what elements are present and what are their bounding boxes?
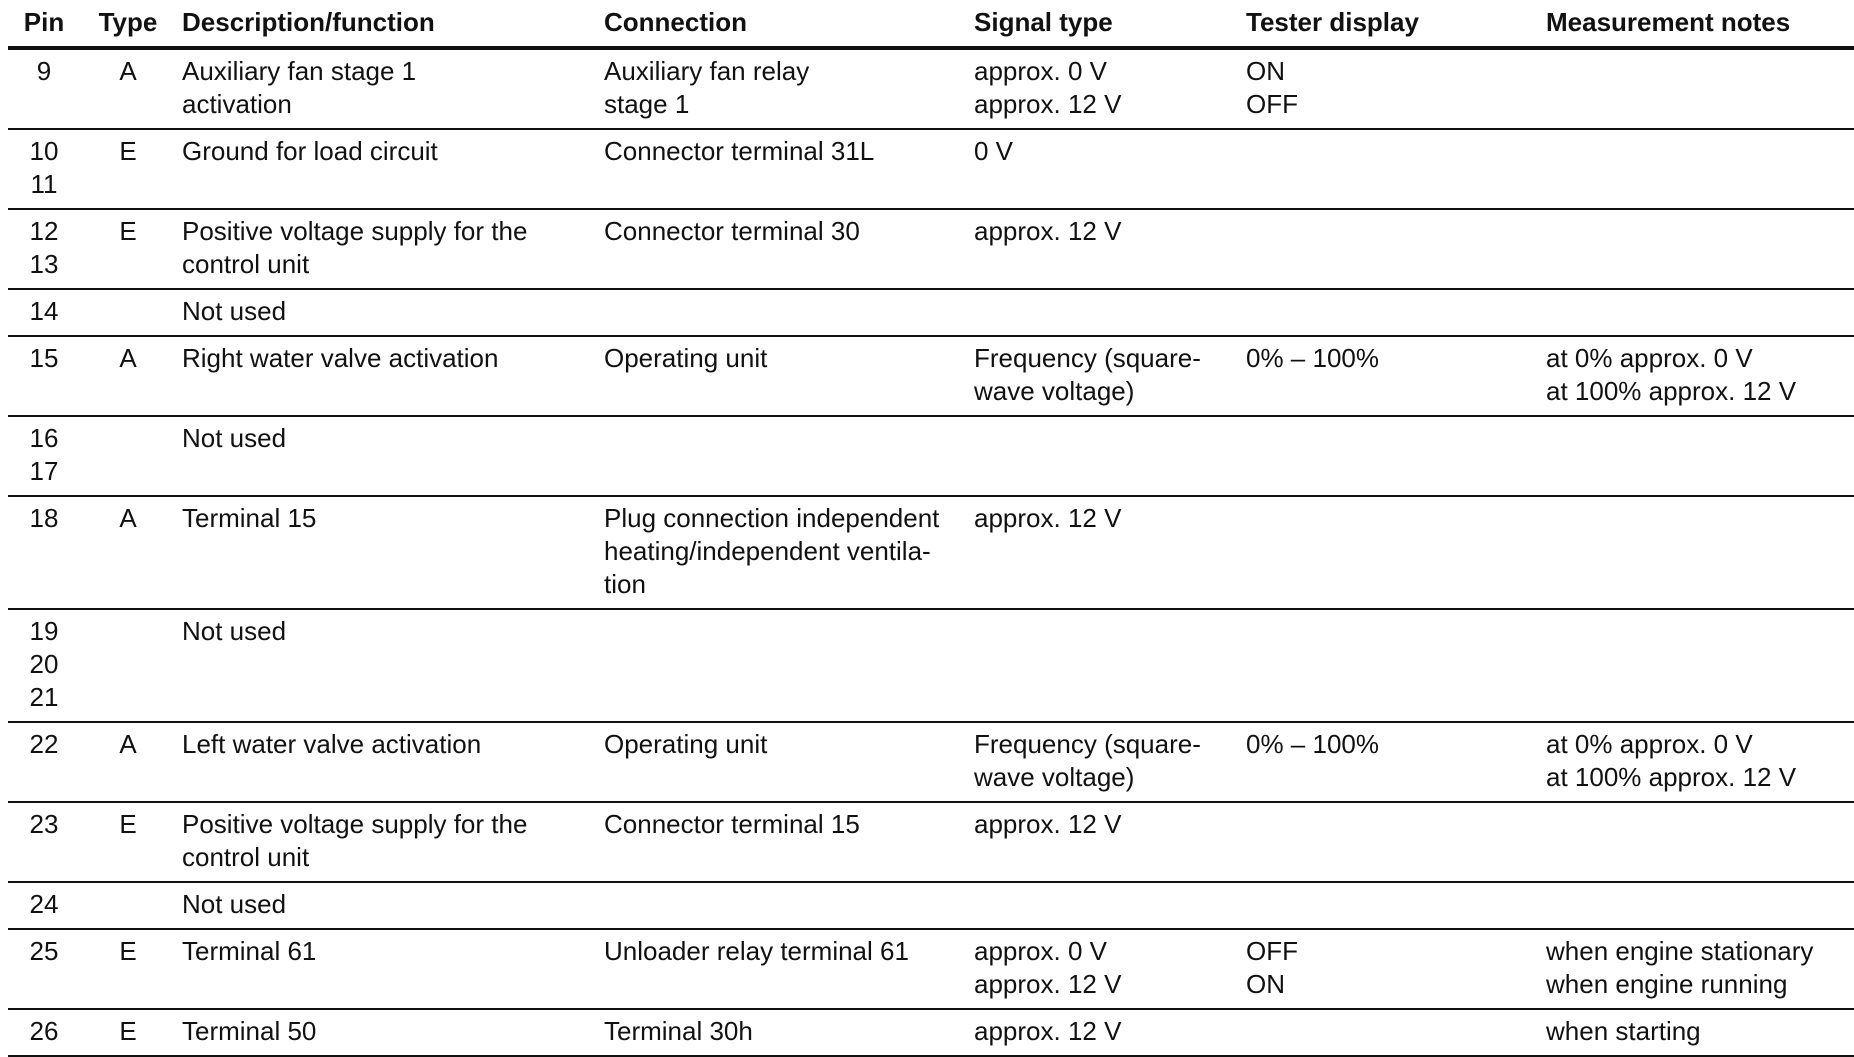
description-cell: [176, 48, 598, 129]
type-cell: E: [80, 802, 176, 882]
signal-type-cell-line: approx. 12 V: [974, 89, 1122, 119]
measurement-notes-cell-line: at 100% approx. 12 V: [1546, 376, 1797, 406]
pin-cell-line: 14: [29, 296, 59, 326]
tester-display-cell: [1240, 802, 1540, 882]
connection-cell: [598, 882, 968, 929]
pin-cell: [8, 496, 80, 609]
pin-cell: [8, 209, 80, 289]
tester-display-cell: [1240, 129, 1540, 209]
pin-cell: [8, 129, 80, 209]
description-cell: [176, 496, 598, 609]
pin-cell: [8, 289, 80, 336]
measurement-notes-cell-line: at 0% approx. 0 V: [1546, 343, 1753, 373]
signal-type-cell-line: approx. 12 V: [974, 969, 1122, 999]
description-cell: [176, 722, 598, 802]
connection-cell-line: Connector terminal 31L: [604, 136, 875, 166]
pin-cell-line: 11: [30, 169, 58, 199]
signal-type-cell-line: approx. 12 V: [974, 503, 1122, 533]
measurement-notes-cell: [1540, 929, 1854, 1009]
header-signal-type: Signal type: [968, 0, 1240, 48]
pin-cell-line: 13: [29, 249, 59, 279]
header-type: Type: [80, 0, 176, 48]
pin-cell-line: 24: [29, 889, 59, 919]
tester-display-cell: [1240, 1009, 1540, 1056]
signal-type-cell-line: approx. 0 V: [974, 936, 1107, 966]
type-cell: E: [80, 209, 176, 289]
table-row: [8, 1009, 1854, 1056]
connection-cell-line: Connector terminal 15: [604, 809, 860, 839]
signal-type-cell: [968, 336, 1240, 416]
type-cell: E: [80, 129, 176, 209]
connection-cell-line: stage 1: [604, 89, 690, 119]
pin-cell: [8, 929, 80, 1009]
tester-display-cell-line: ON: [1246, 969, 1285, 999]
tester-display-cell-line: OFF: [1246, 89, 1298, 119]
table-header-row: [8, 0, 1854, 48]
description-cell-line: activation: [182, 89, 292, 119]
measurement-notes-cell: [1540, 882, 1854, 929]
measurement-notes-cell: [1540, 48, 1854, 129]
pin-cell: [8, 1009, 80, 1056]
description-cell: [176, 609, 598, 722]
signal-type-cell-line: approx. 12 V: [974, 809, 1122, 839]
signal-type-cell: [968, 289, 1240, 336]
measurement-notes-cell-line: at 0% approx. 0 V: [1546, 729, 1753, 759]
description-cell: [176, 882, 598, 929]
signal-type-cell-line: approx. 12 V: [974, 1016, 1122, 1046]
table-row: [8, 48, 1854, 129]
connection-cell-line: Terminal 30h: [604, 1016, 753, 1046]
measurement-notes-cell: [1540, 802, 1854, 882]
table-row: [8, 209, 1854, 289]
description-cell: [176, 1009, 598, 1056]
tester-display-cell: [1240, 882, 1540, 929]
pin-cell-line: 26: [29, 1016, 59, 1046]
signal-type-cell: [968, 802, 1240, 882]
description-cell-line: Positive voltage supply for the: [182, 809, 528, 839]
measurement-notes-cell-line: when starting: [1546, 1016, 1701, 1046]
tester-display-cell: [1240, 416, 1540, 496]
type-cell: [80, 289, 176, 336]
pin-assignment-document: [8, 0, 1854, 1057]
connection-cell-line: Connector terminal 30: [604, 216, 860, 246]
type-cell: E: [80, 929, 176, 1009]
signal-type-cell: [968, 48, 1240, 129]
connection-cell: [598, 929, 968, 1009]
description-cell-line: Right water valve activation: [182, 343, 499, 373]
signal-type-cell: [968, 416, 1240, 496]
header-tester-display: Tester display: [1240, 0, 1540, 48]
description-cell: [176, 929, 598, 1009]
description-cell-line: Not used: [182, 423, 287, 453]
description-cell-line: control unit: [182, 249, 310, 279]
table-row: [8, 129, 1854, 209]
signal-type-cell: [968, 609, 1240, 722]
description-cell-line: Not used: [182, 616, 287, 646]
signal-type-cell: [968, 882, 1240, 929]
table-row: [8, 289, 1854, 336]
tester-display-cell: [1240, 209, 1540, 289]
description-cell-line: Terminal 50: [182, 1016, 317, 1046]
description-cell: [176, 416, 598, 496]
pin-cell-line: 25: [29, 936, 59, 966]
pin-cell: [8, 802, 80, 882]
connection-cell-line: heating/independent ventila-: [604, 536, 931, 566]
table-row: [8, 929, 1854, 1009]
description-cell-line: Auxiliary fan stage 1: [182, 56, 417, 86]
connection-cell-line: Operating unit: [604, 343, 768, 373]
measurement-notes-cell: [1540, 496, 1854, 609]
connection-cell: [598, 496, 968, 609]
tester-display-cell: [1240, 289, 1540, 336]
pin-assignment-table: [8, 0, 1854, 1057]
header-description: Description/function: [176, 0, 598, 48]
measurement-notes-cell: [1540, 416, 1854, 496]
pin-cell-line: 9: [36, 56, 52, 86]
signal-type-cell: [968, 209, 1240, 289]
description-cell: [176, 209, 598, 289]
tester-display-cell-line: 0% – 100%: [1246, 729, 1379, 759]
measurement-notes-cell-line: when engine stationary: [1546, 936, 1814, 966]
description-cell: [176, 129, 598, 209]
connection-cell: [598, 48, 968, 129]
connection-cell: [598, 289, 968, 336]
measurement-notes-cell: [1540, 209, 1854, 289]
signal-type-cell: [968, 496, 1240, 609]
tester-display-cell: [1240, 496, 1540, 609]
type-cell: [80, 609, 176, 722]
description-cell-line: Not used: [182, 296, 287, 326]
pin-cell: [8, 416, 80, 496]
description-cell-line: Left water valve activation: [182, 729, 482, 759]
connection-cell-line: tion: [604, 569, 646, 599]
signal-type-cell-line: wave voltage): [974, 376, 1135, 406]
description-cell-line: Positive voltage supply for the: [182, 216, 528, 246]
signal-type-cell: [968, 722, 1240, 802]
header-measurement-notes: Measurement notes: [1540, 0, 1854, 48]
description-cell: [176, 289, 598, 336]
type-cell: A: [80, 722, 176, 802]
signal-type-cell: [968, 929, 1240, 1009]
type-cell: E: [80, 1009, 176, 1056]
pin-cell-line: 17: [29, 456, 59, 486]
description-cell-line: control unit: [182, 842, 310, 872]
table-row: [8, 802, 1854, 882]
tester-display-cell: [1240, 48, 1540, 129]
measurement-notes-cell: [1540, 289, 1854, 336]
connection-cell: [598, 609, 968, 722]
table-row: [8, 882, 1854, 929]
connection-cell: [598, 416, 968, 496]
pin-cell-line: 12: [29, 216, 59, 246]
description-cell: [176, 336, 598, 416]
tester-display-cell: [1240, 336, 1540, 416]
signal-type-cell-line: approx. 12 V: [974, 216, 1122, 246]
signal-type-cell-line: Frequency (square-: [974, 729, 1201, 759]
connection-cell: [598, 336, 968, 416]
type-cell: A: [80, 336, 176, 416]
connection-cell: [598, 1009, 968, 1056]
tester-display-cell: [1240, 929, 1540, 1009]
measurement-notes-cell: [1540, 722, 1854, 802]
connection-cell: [598, 209, 968, 289]
pin-cell-line: 22: [29, 729, 59, 759]
table-row: [8, 609, 1854, 722]
pin-cell-line: 18: [29, 503, 59, 533]
description-cell-line: Terminal 61: [182, 936, 317, 966]
type-cell: A: [80, 496, 176, 609]
pin-cell-line: 23: [29, 809, 59, 839]
pin-cell: [8, 336, 80, 416]
connection-cell: [598, 722, 968, 802]
signal-type-cell: [968, 1009, 1240, 1056]
tester-display-cell-line: 0% – 100%: [1246, 343, 1379, 373]
measurement-notes-cell-line: at 100% approx. 12 V: [1546, 762, 1797, 792]
connection-cell-line: Unloader relay terminal 61: [604, 936, 909, 966]
signal-type-cell-line: 0 V: [974, 136, 1014, 166]
tester-display-cell-line: ON: [1246, 56, 1285, 86]
pin-cell: [8, 609, 80, 722]
measurement-notes-cell-line: when engine running: [1546, 969, 1788, 999]
tester-display-cell: [1240, 722, 1540, 802]
tester-display-cell: [1240, 609, 1540, 722]
connection-cell-line: Operating unit: [604, 729, 768, 759]
type-cell: [80, 416, 176, 496]
pin-cell-line: 15: [29, 343, 59, 373]
measurement-notes-cell: [1540, 1009, 1854, 1056]
table-row: [8, 416, 1854, 496]
tester-display-cell-line: OFF: [1246, 936, 1298, 966]
pin-cell-line: 10: [29, 136, 59, 166]
measurement-notes-cell: [1540, 129, 1854, 209]
connection-cell: [598, 129, 968, 209]
header-connection: Connection: [598, 0, 968, 48]
pin-cell-line: 21: [29, 682, 59, 712]
table-row: [8, 722, 1854, 802]
type-cell: [80, 882, 176, 929]
table-row: [8, 496, 1854, 609]
pin-cell: [8, 48, 80, 129]
pin-cell: [8, 882, 80, 929]
pin-cell-line: 20: [29, 649, 59, 679]
signal-type-cell: [968, 129, 1240, 209]
pin-cell-line: 19: [29, 616, 59, 646]
type-cell: A: [80, 48, 176, 129]
pin-cell: [8, 722, 80, 802]
description-cell: [176, 802, 598, 882]
description-cell-line: Terminal 15: [182, 503, 317, 533]
measurement-notes-cell: [1540, 609, 1854, 722]
connection-cell-line: Plug connection independent: [604, 503, 940, 533]
signal-type-cell-line: approx. 0 V: [974, 56, 1107, 86]
description-cell-line: Ground for load circuit: [182, 136, 438, 166]
connection-cell: [598, 802, 968, 882]
measurement-notes-cell: [1540, 336, 1854, 416]
connection-cell-line: Auxiliary fan relay: [604, 56, 810, 86]
signal-type-cell-line: Frequency (square-: [974, 343, 1201, 373]
description-cell-line: Not used: [182, 889, 287, 919]
header-pin: Pin: [8, 0, 80, 48]
table-body: [8, 48, 1854, 1056]
signal-type-cell-line: wave voltage): [974, 762, 1135, 792]
table-row: [8, 336, 1854, 416]
pin-cell-line: 16: [29, 423, 59, 453]
